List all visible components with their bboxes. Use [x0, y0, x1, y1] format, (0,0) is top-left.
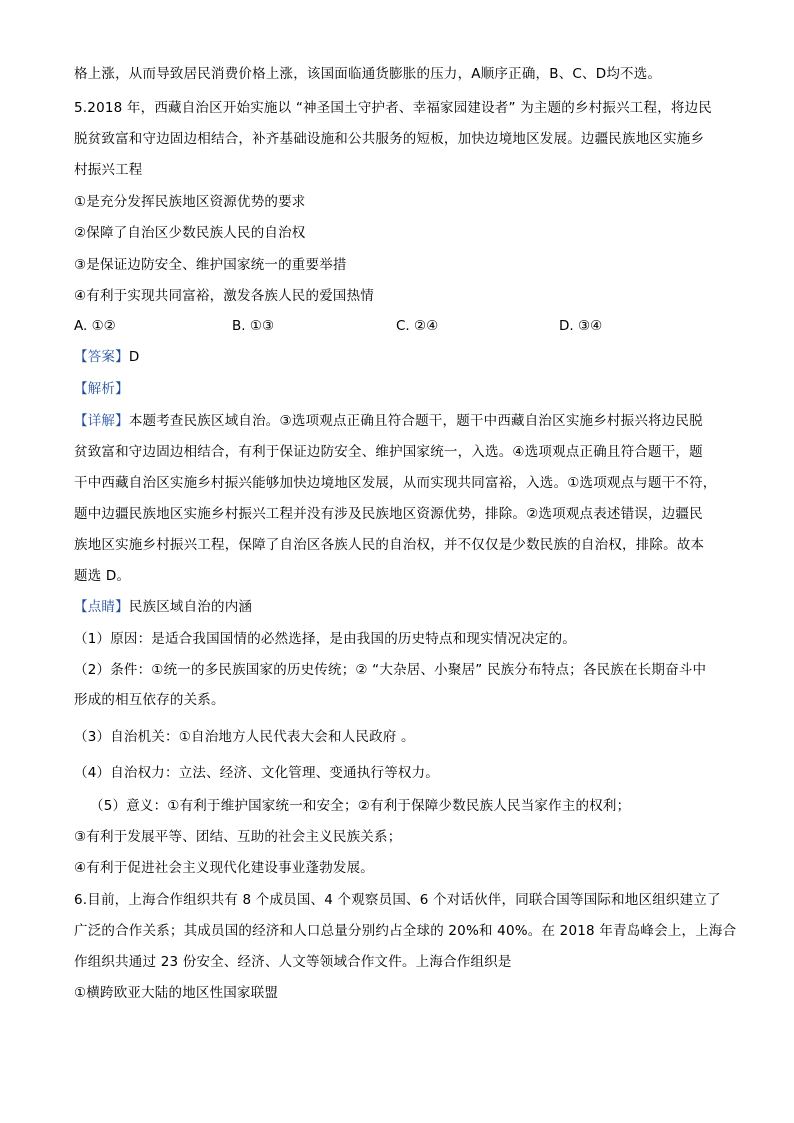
detail-text: 题选 D。	[74, 568, 131, 584]
detail-label: 【详解】	[74, 413, 129, 429]
point-item: （1）原因：是适合我国国情的必然选择，是由我国的历史特点和现实情况决定的。	[74, 631, 576, 647]
answer-label: 【答案】	[74, 349, 129, 365]
point-item: ④有利于促进社会主义现代化建设事业蓬勃发展。	[74, 860, 375, 876]
detail-text: 贫致富和守边固边相结合，有利于保证边防安全、维护国家统一，入选。④选项观点正确且符合题干，题	[74, 444, 703, 460]
analysis-label: 【解析】	[74, 381, 129, 397]
point-title: 民族区域自治的内涵	[128, 599, 253, 615]
point-line	[74, 597, 734, 617]
point-item: （4）自治权力：立法、经济、文化管理、变通执行等权力。	[74, 765, 439, 781]
analysis-line	[74, 379, 734, 399]
option-a: A. ①②	[74, 318, 116, 334]
text-line: 作组织共通过 23 份安全、经济、人文等领域合作文件。上海合作组织是	[74, 954, 512, 970]
answer-line	[74, 347, 734, 367]
statement-3: ③是保证边防安全、维护国家统一的重要举措	[74, 257, 347, 273]
point-item: （2）条件：①统一的多民族国家的历史传统；② “大杂居、小聚居” 民族分布特点；各民族在长期奋斗中	[74, 662, 707, 678]
option-c: C. ②④	[396, 318, 439, 334]
detail-text: 题中边疆民族地区实施乡村振兴工程并没有涉及民族地区资源优势，排除。②选项观点表述错误，边疆民	[74, 506, 703, 522]
detail-text: 干中西藏自治区实施乡村振兴能够加快边境地区发展，从而实现共同富裕，入选。①选项观点与题干不符，	[74, 475, 717, 491]
detail-line	[74, 411, 734, 431]
text-line: 格上涨，从而导致居民消费价格上涨，该国面临通货膨胀的压力，A顺序正确，B、C、D均不选。	[74, 66, 662, 82]
text-line: 广泛的合作关系；其成员国的经济和人口总量分别约占全球的 20%和 40%。在 2018 年青岛峰会上，上海合	[74, 923, 737, 939]
option-b: B. ①③	[232, 318, 275, 334]
point-item: 形成的相互依存的关系。	[74, 692, 225, 708]
option-d: D. ③④	[559, 318, 603, 334]
point-item: ③有利于发展平等、团结、互助的社会主义民族关系；	[74, 829, 402, 845]
statement-1: ①横跨欧亚大陆的地区性国家联盟	[74, 985, 279, 1001]
statement-4: ④有利于实现共同富裕，激发各族人民的爱国热情	[74, 288, 375, 304]
question-6-stem: 6.目前，上海合作组织共有 8 个成员国、4 个观察员国、6 个对话伙伴，同联合国等国际和地区组织建立了	[74, 892, 721, 908]
detail-text: 本题考查民族区域自治。③选项观点正确且符合题干，题干中西藏自治区实施乡村振兴将边民脱	[128, 413, 703, 429]
detail-text: 族地区实施乡村振兴工程，保障了自治区各族人民的自治权，并不仅仅是少数民族的自治权，排除。故本	[74, 537, 705, 553]
statement-1: ①是充分发挥民族地区资源优势的要求	[74, 194, 306, 210]
point-item: （3）自治机关：①自治地方人民代表大会和人民政府 。	[74, 729, 415, 745]
statement-2: ②保障了自治区少数民族人民的自治权	[74, 225, 306, 241]
question-5-stem: 5.2018 年，西藏自治区开始实施以 “神圣国土守护者、幸福家园建设者” 为主题的乡村振兴工程，将边民	[74, 100, 712, 116]
point-item: （5）意义：①有利于维护国家统一和安全；②有利于保障少数民族人民当家作主的权利；	[90, 798, 631, 814]
answer-value: D	[128, 349, 140, 365]
point-label: 【点睛】	[74, 599, 129, 615]
text-line: 村振兴工程	[74, 162, 143, 178]
text-line: 脱贫致富和守边固边相结合，补齐基础设施和公共服务的短板，加快边境地区发展。边疆民族地区实施乡	[74, 131, 705, 147]
